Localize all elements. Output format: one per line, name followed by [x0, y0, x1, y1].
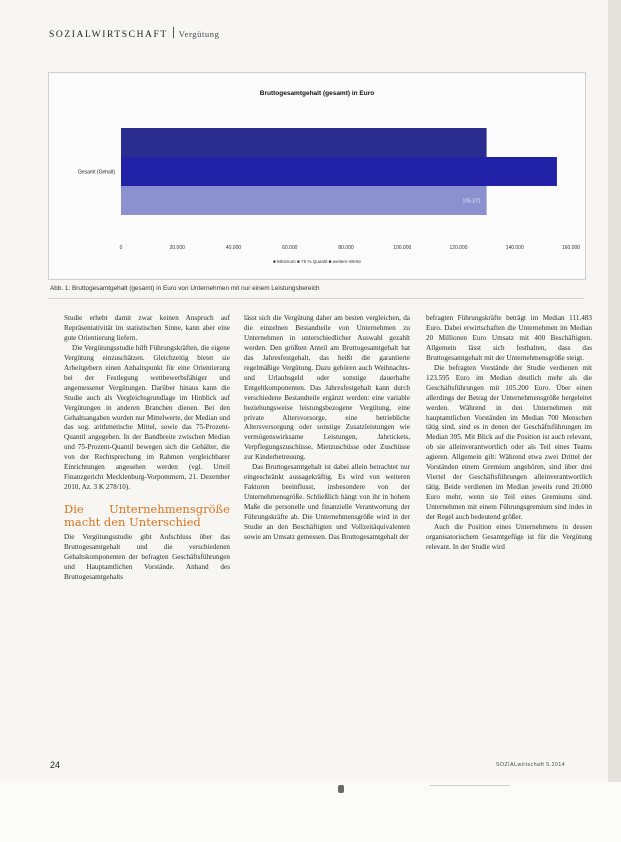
- header-divider: [173, 27, 174, 38]
- paragraph: Die Vergütungsstudie gibt Aufschluss über das Bruttogesamtgehalt und die verschiedenen Gehaltskomponenten der befragten Geschäftsführungen und Hauptamtlichen Vorstände. Anhand des Bruttogesamtgehalts: [64, 533, 230, 581]
- chart-legend: ■ Minimum ■ 75 % Quantil ■ weitere Werte: [273, 259, 361, 264]
- paragraph: lässt sich die Vergütung daher am besten vergleichen, da die einzelnen Bestandteile von Unternehmen zu Unternehmen in unterschiedlicher Auswahl gezahlt werden. Den größten Anteil am Bruttogesamtgehalt hat das Jahresfestgehalt, das heißt die garantierte regelmäßige Vergütung. Dazu gehören auch Weihnachts- und Urlaubsgeld oder sonstige dauerhafte Entgeltkomponenten. Das Jahresfestgehalt kann durch verschiedene Bestandteile ergänzt werden: eine variable beziehungsweise leistungsbezogene Vergütung, eine private Altersvorsorge, eine betriebliche Altersversorgung oder sonstige Zusatzleistungen wie vermögenswirksame Leistungen, Jahrtickets, Verpflegungszuschüsse, Mietzuschüsse oder Zuschüsse zur Kinderbetreuung.: [244, 314, 410, 462]
- x-tick-label: 60.000: [282, 245, 298, 251]
- scan-line: [430, 785, 510, 786]
- bar-chart: [49, 73, 585, 279]
- x-tick-label: 80.000: [338, 245, 354, 251]
- bar-maximum: [121, 186, 487, 215]
- scan-mark: [338, 785, 344, 793]
- paragraph: Die befragten Vorstände der Studie verdienen mit 123.595 Euro im Median deutlich mehr als die Geschäftsführungen mit 105.200 Euro. Über einen allerdings der Betrag der Unternehmensgröße hergeleitet werden. Während in den Unternehmen mit hauptamtlichen Vorständen im Median 700 Menschen tätig sind, sind es in denen der Geschäftsführungen im Median 395. Mit Blick auf die Position ist auch relevant, ob sie alleinverantwortlich oder als Teil eines Teams agieren. Allgemein gilt: Während etwa zwei Drittel der Vorständen einem Gremium angehören, sind über drei Viertel der Geschäftsführungen alleinverantwortlich tätig. Beide verdienen im Median jeweils rund 20.000 Euro mehr, wenn sie Teil eines Gremiums sind. Unternehmen mit einem Führungsgremium sind indes in der Regel auch bedeutend größer.: [426, 363, 592, 522]
- header-topic: Vergütung: [178, 29, 220, 39]
- paragraph: Studie erhebt damit zwar keinen Anspruch auf Repräsentativität im statistischen Sinne, kann aber eine gute Orientierung liefern.: [64, 314, 230, 342]
- page-number: 24: [50, 760, 61, 770]
- x-tick-label: 40.000: [225, 245, 242, 251]
- x-tick-label: 100.000: [393, 245, 412, 251]
- bar-median: [121, 157, 557, 186]
- x-tick-label: 160.000: [561, 245, 581, 251]
- paragraph: Das Bruttogesamtgehalt ist dabei allein betrachtet nur eingeschränkt aussagekräftig. Es wird von weiteren Faktoren beeinflusst, insbesondere von der Unternehmensgröße. Schließlich hängt von ihr in hohem Maße die personelle und finanzielle Verantwortung der Führungskräfte ab. Die Unternehmensgröße wird in der Studie an den Beschäftigten und Vollzeitäquivalenten sowie am Umsatz gemessen. Das Bruttogesamtgehalt der: [244, 463, 410, 541]
- running-header: [49, 27, 219, 40]
- x-tick-label: 120.000: [449, 245, 468, 251]
- text-column-3: [426, 314, 592, 553]
- paragraph: Die Vergütungsstudie hilft Führungskräften, die eigene Vergütung einzuschätzen. Gleichzeitig bietet sie Arbeitgebern einen Anhaltspunkt für eine Orientierung bei der Festlegung wettbewerbsfähiger und angemessener Vergütungen. Darüber hinaus kann die Studie auch als Vergleichsgrundlage im Hinblick auf Vergütungen in anderen Branchen dienen. Bei den Gehaltsangaben wurden nur Mittelwerte, der Median und das sog. arithmetische Mittel, sowie das 75-Prozent-Quantil angegeben. In der Bandbreite zwischen Median und 75-Prozent-Quantil bewegen sich die Gehälter, die von der Rechtsprechung im Rahmen vergleichbarer Einrichtungen angesehen werden (vgl. Urteil Finanzgericht Mecklenburg-Vorpommern, 21. Dezember 2010, Az. 3 K 278/10).: [64, 343, 230, 492]
- chart-figure: [48, 72, 586, 280]
- scan-background: [0, 782, 621, 842]
- x-tick-label: 140.000: [505, 245, 524, 251]
- x-tick-label: 0: [119, 245, 123, 251]
- text-column-1: [64, 314, 230, 583]
- x-tick-label: 20.000: [169, 245, 185, 251]
- figure-caption: Abb. 1: Bruttogesamtgehalt (gesamt) in Euro von Unternehmen mit nur einem Leistungsbereich: [50, 285, 320, 292]
- page-spine: [608, 0, 621, 842]
- paragraph: befragten Führungskräfte beträgt im Median 111.483 Euro. Dabei erwirtschaften die Unternehmen im Median 20 Millionen Euro Umsatz mit 400 Beschäftigten. Allgemein lässt sich festhalten, dass das Bruttogesamtgehalt mit der Unternehmensgröße steigt.: [426, 314, 592, 362]
- bar-minimum: [121, 128, 487, 157]
- text-column-2: [244, 314, 410, 543]
- header-section: SOZIALWIRTSCHAFT: [49, 30, 168, 40]
- caption-divider: [48, 298, 584, 299]
- journal-name: SOZIALwirtschaft 5.2014: [496, 762, 566, 768]
- category-label: Gesamt (Gehalt): [78, 169, 115, 176]
- paragraph: Auch die Position eines Unternehmens in dessen organisatorischem Gesamtgefüge ist für die Vergütung relevant. In der Studie wird: [426, 523, 592, 551]
- section-heading: Die Unternehmensgröße macht den Unterschied: [64, 502, 230, 530]
- data-label: 105.371: [462, 198, 481, 205]
- chart-title: Bruttogesamtgehalt (gesamt) in Euro: [259, 90, 375, 97]
